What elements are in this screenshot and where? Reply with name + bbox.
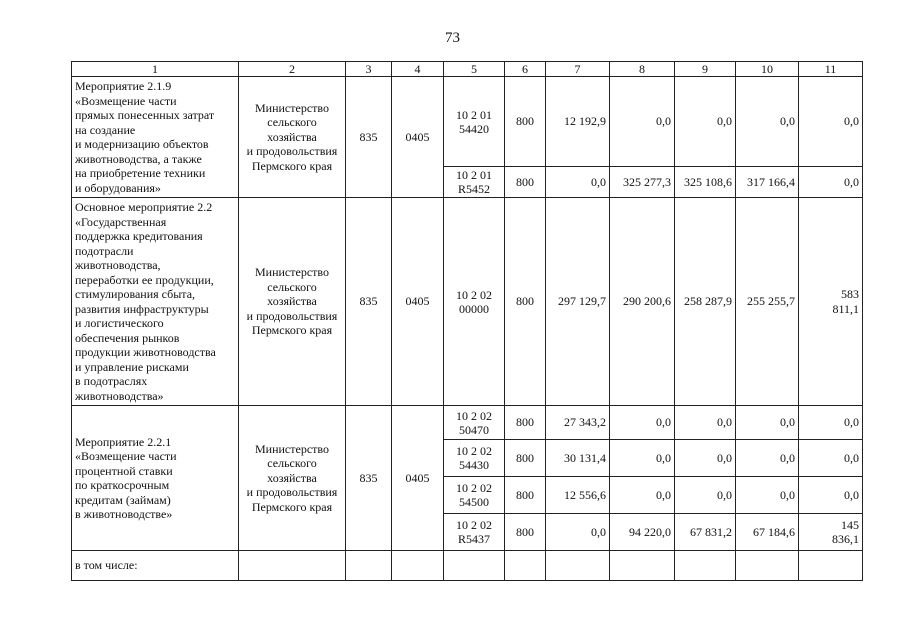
expense-type-cell: 800 (505, 77, 546, 167)
column-header: 5 (444, 62, 505, 77)
amount-cell: 0,0 (799, 440, 863, 477)
column-header: 4 (392, 62, 444, 77)
activity-name-cell: Мероприятие 2.1.9 «Возмещение части прямых понесенных затрат на создание и модернизацию объектов животноводства, а также на приобретение техники и оборудования» (72, 77, 239, 198)
amount-cell: 12 192,9 (546, 77, 610, 167)
budget-table (71, 61, 863, 581)
amount-cell: 0,0 (675, 477, 736, 514)
column-header: 1 (72, 62, 239, 77)
ministry-cell: Министерство сельского хозяйства и продовольствия Пермского края (239, 77, 346, 198)
target-article-cell: 10 2 02 54500 (444, 477, 505, 514)
section-code-cell: 0405 (392, 406, 444, 551)
amount-cell: 67 184,6 (736, 514, 799, 551)
amount-cell: 255 255,7 (736, 198, 799, 406)
page-number: 73 (445, 30, 460, 46)
column-header: 7 (546, 62, 610, 77)
amount-cell: 0,0 (736, 477, 799, 514)
column-header: 6 (505, 62, 546, 77)
target-article-cell: 10 2 02 54430 (444, 440, 505, 477)
expense-type-cell: 800 (505, 440, 546, 477)
amount-cell: 0,0 (546, 514, 610, 551)
table-row (72, 551, 863, 581)
target-article-cell: 10 2 01 54420 (444, 77, 505, 167)
expense-type-cell: 800 (505, 167, 546, 198)
amount-cell: 94 220,0 (610, 514, 675, 551)
expense-type-cell: 800 (505, 198, 546, 406)
amount-cell: 0,0 (610, 77, 675, 167)
amount-cell: 0,0 (736, 77, 799, 167)
column-header: 3 (346, 62, 392, 77)
amount-cell: 258 287,9 (675, 198, 736, 406)
empty-cell (799, 551, 863, 581)
column-header: 8 (610, 62, 675, 77)
amount-cell: 325 108,6 (675, 167, 736, 198)
amount-cell: 297 129,7 (546, 198, 610, 406)
grbs-code-cell: 835 (346, 77, 392, 198)
empty-cell (392, 551, 444, 581)
empty-cell (675, 551, 736, 581)
in-that-number-cell: в том числе: (72, 551, 239, 581)
section-code-cell: 0405 (392, 198, 444, 406)
table-row (72, 77, 863, 167)
amount-cell: 0,0 (799, 406, 863, 440)
amount-cell: 0,0 (799, 77, 863, 167)
target-article-cell: 10 2 01 R5452 (444, 167, 505, 198)
empty-cell (546, 551, 610, 581)
column-header: 2 (239, 62, 346, 77)
table-row (72, 406, 863, 440)
amount-cell: 0,0 (799, 167, 863, 198)
column-header: 9 (675, 62, 736, 77)
amount-cell: 0,0 (546, 167, 610, 198)
empty-cell (736, 551, 799, 581)
ministry-cell: Министерство сельского хозяйства и продовольствия Пермского края (239, 406, 346, 551)
amount-cell: 317 166,4 (736, 167, 799, 198)
empty-cell (239, 551, 346, 581)
section-code-cell: 0405 (392, 77, 444, 198)
amount-cell: 145 836,1 (799, 514, 863, 551)
amount-cell: 30 131,4 (546, 440, 610, 477)
column-header: 11 (799, 62, 863, 77)
target-article-cell: 10 2 02 50470 (444, 406, 505, 440)
expense-type-cell: 800 (505, 477, 546, 514)
ministry-cell: Министерство сельского хозяйства и продовольствия Пермского края (239, 198, 346, 406)
empty-cell (505, 551, 546, 581)
amount-cell: 0,0 (675, 77, 736, 167)
amount-cell: 0,0 (610, 406, 675, 440)
column-header: 10 (736, 62, 799, 77)
amount-cell: 0,0 (675, 406, 736, 440)
activity-name-cell: Основное мероприятие 2.2 «Государственная поддержка кредитования подотрасли животноводства, переработки ее продукции, стимулирования сбыта, развития инфраструктуры и логистического обеспечения рынков продукции животноводства и управление рисками в подотраслях животноводства» (72, 198, 239, 406)
empty-cell (444, 551, 505, 581)
amount-cell: 67 831,2 (675, 514, 736, 551)
table-row (72, 198, 863, 406)
grbs-code-cell: 835 (346, 198, 392, 406)
amount-cell: 0,0 (799, 477, 863, 514)
amount-cell: 27 343,2 (546, 406, 610, 440)
amount-cell: 12 556,6 (546, 477, 610, 514)
amount-cell: 0,0 (610, 477, 675, 514)
amount-cell: 0,0 (736, 440, 799, 477)
amount-cell: 325 277,3 (610, 167, 675, 198)
amount-cell: 0,0 (610, 440, 675, 477)
target-article-cell: 10 2 02 R5437 (444, 514, 505, 551)
expense-type-cell: 800 (505, 514, 546, 551)
activity-name-cell: Мероприятие 2.2.1 «Возмещение части процентной ставки по краткосрочным кредитам (займам) в животноводстве» (72, 406, 239, 551)
grbs-code-cell: 835 (346, 406, 392, 551)
amount-cell: 290 200,6 (610, 198, 675, 406)
amount-cell: 0,0 (675, 440, 736, 477)
header-row (72, 62, 863, 77)
empty-cell (346, 551, 392, 581)
amount-cell: 583 811,1 (799, 198, 863, 406)
amount-cell: 0,0 (736, 406, 799, 440)
target-article-cell: 10 2 02 00000 (444, 198, 505, 406)
empty-cell (610, 551, 675, 581)
expense-type-cell: 800 (505, 406, 546, 440)
